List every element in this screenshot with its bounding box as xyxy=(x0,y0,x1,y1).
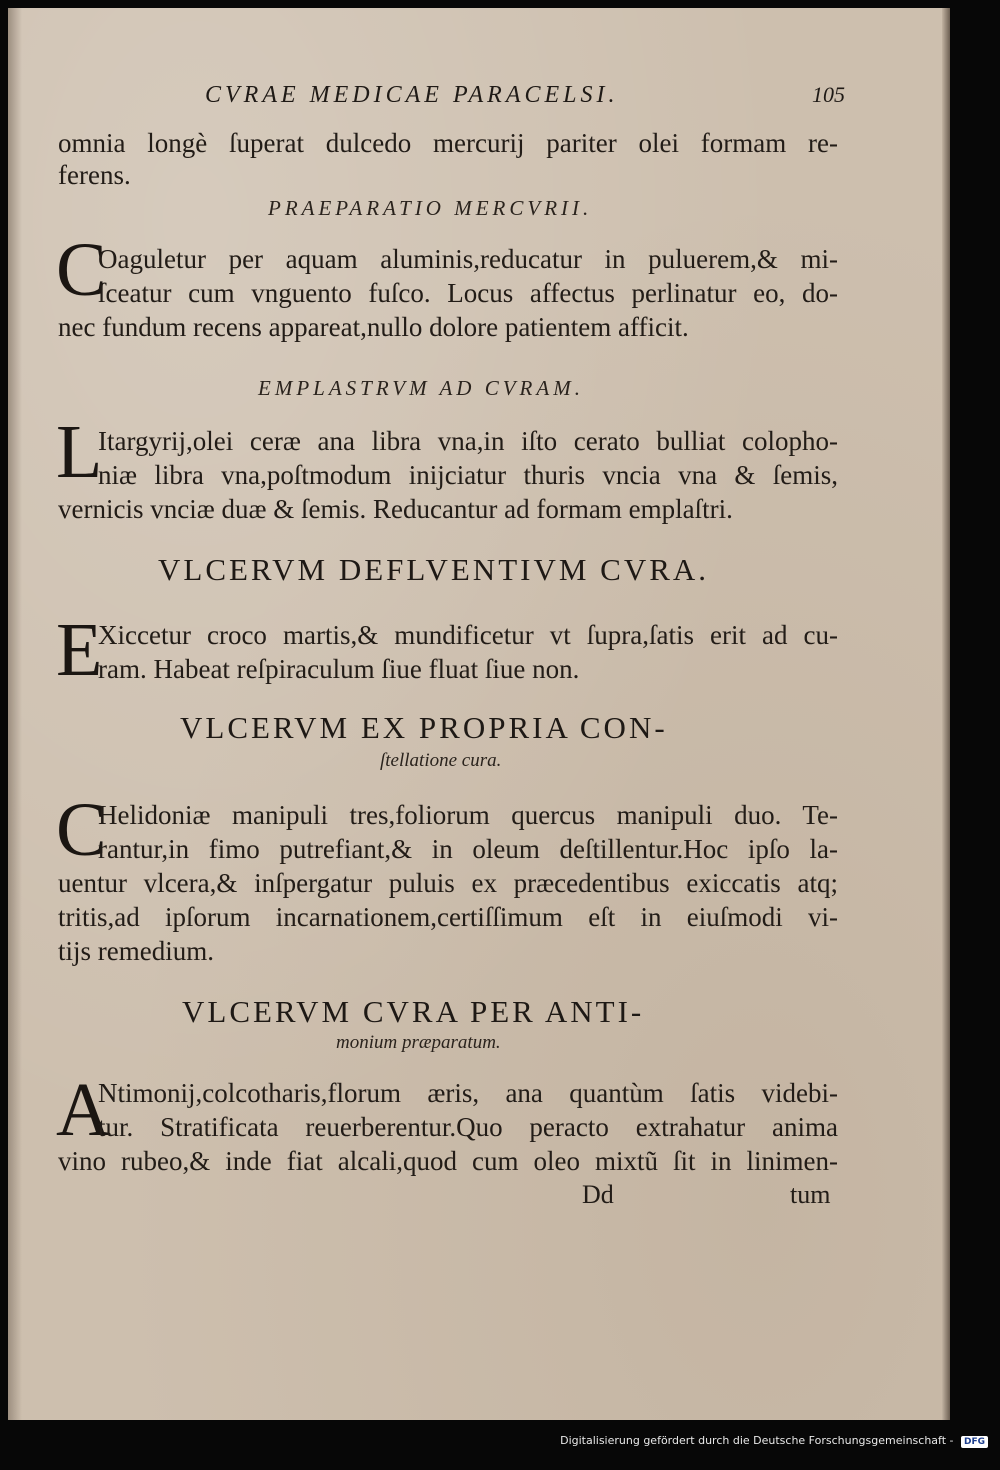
running-head: CVRAE MEDICAE PARACELSI. xyxy=(205,82,619,108)
page-shadow-edge xyxy=(8,8,22,1420)
drop-cap: A xyxy=(56,1068,111,1152)
text-line: tijs remedium. xyxy=(58,936,214,966)
section-heading: VLCERVM EX PROPRIA CON- xyxy=(180,710,668,745)
credit-text: Digitalisierung gefördert durch die Deutsche Forschungsgemeinschaft - xyxy=(560,1434,954,1447)
text-line: Itargyrij,olei ceræ ana libra vna,in iſto cerato bulliat colopho- xyxy=(98,426,838,456)
text-line: uentur vlcera,& inſpergatur puluis ex præcedentibus exiccatis atq; xyxy=(58,868,838,898)
text-line: ram. Habeat reſpiraculum ſiue fluat ſiue non. xyxy=(98,654,580,684)
dfg-logo: DFG xyxy=(961,1436,988,1448)
section-heading: VLCERVM DEFLVENTIVM CVRA. xyxy=(158,552,710,587)
text-line: omnia longè ſuperat dulcedo mercurij pariter olei formam re- xyxy=(58,128,838,158)
text-line: ferens. xyxy=(58,160,131,190)
section-subheading: ſtellatione cura. xyxy=(380,750,502,771)
catchword: tum xyxy=(790,1180,831,1209)
text-line: vino rubeo,& inde fiat alcali,quod cum oleo mixtũ ſit in linimen- xyxy=(58,1146,838,1176)
digitization-credit xyxy=(560,1434,988,1448)
section-subheading: monium præparatum. xyxy=(336,1032,501,1053)
section-title: PRAEPARATIO MERCVRII. xyxy=(268,196,593,220)
drop-cap: L xyxy=(56,410,103,494)
text-line: vernicis vnciæ duæ & ſemis. Reducantur ad formam emplaſtri. xyxy=(58,494,733,524)
page-right-edge xyxy=(942,8,950,1420)
text-line: niæ libra vna,poſtmodum inijciatur thuris vncia vna & ſemis, xyxy=(98,460,838,490)
text-line: rantur,in fimo putrefiant,& in oleum deſtillentur.Hoc ipſo la- xyxy=(98,834,838,864)
drop-cap: C xyxy=(56,788,107,872)
drop-cap: C xyxy=(56,228,107,312)
page-number: 105 xyxy=(812,82,845,107)
text-line: Helidoniæ manipuli tres,foliorum quercus manipuli duo. Te- xyxy=(98,800,838,830)
text-line: tur. Stratificata reuerberentur.Quo peracto extrahatur anima xyxy=(98,1112,838,1142)
text-line: tritis,ad ipſorum incarnationem,certiſſimum eſt in eiuſmodi vi- xyxy=(58,902,838,932)
text-line: Ntimonij,colcotharis,florum æris, ana quantùm ſatis videbi- xyxy=(98,1078,838,1108)
section-title: EMPLASTRVM AD CVRAM. xyxy=(258,376,584,400)
text-line: ſceatur cum vnguento fuſco. Locus affectus perlinatur eo, do- xyxy=(98,278,838,308)
text-line: Xiccetur croco martis,& mundificetur vt ſupra,ſatis erit ad cu- xyxy=(98,620,838,650)
drop-cap: E xyxy=(56,608,103,692)
section-heading: VLCERVM CVRA PER ANTI- xyxy=(182,994,645,1029)
text-line: nec fundum recens appareat,nullo dolore patientem afficit. xyxy=(58,312,689,342)
text-line: Oaguletur per aquam aluminis,reducatur in puluerem,& mi- xyxy=(98,244,838,274)
signature-mark: Dd xyxy=(582,1180,614,1209)
